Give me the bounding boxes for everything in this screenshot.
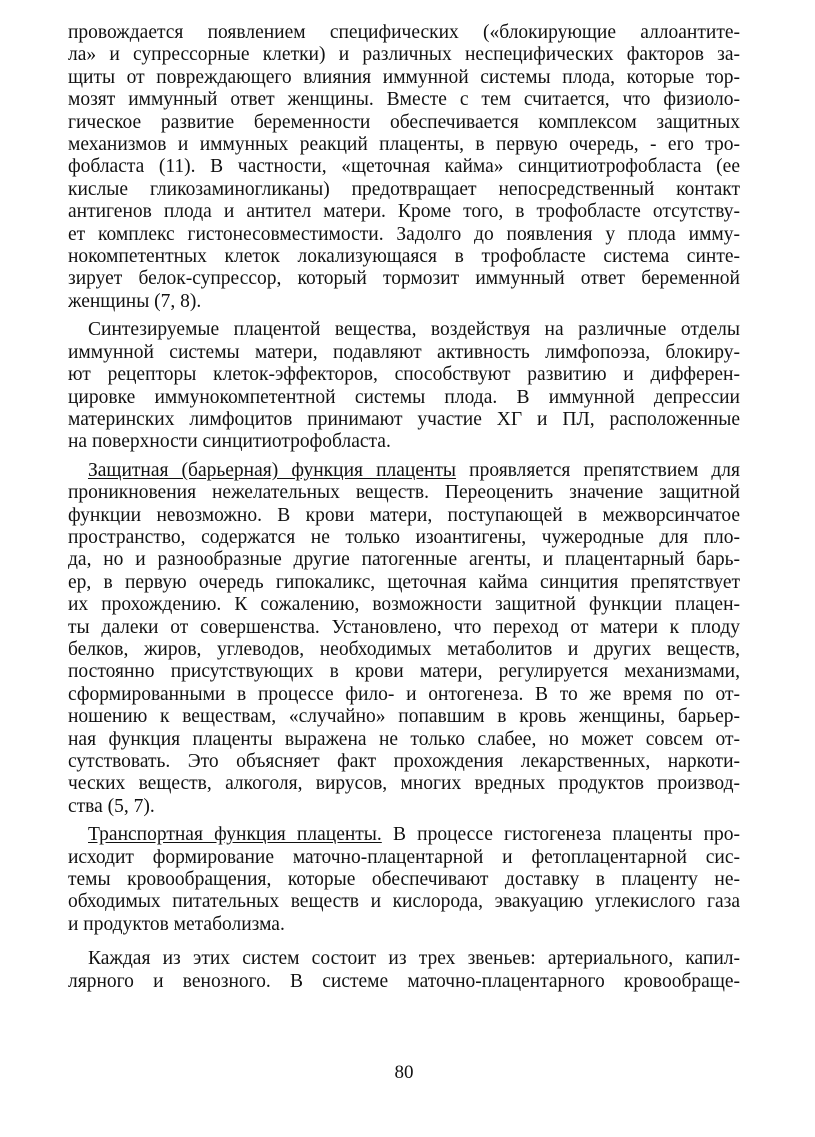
text-line: постоянно присутствующих в крови матери, регулируется механизмами, (68, 661, 740, 683)
text-line: ношению к веществам, «случайно» попавшим в кровь женщины, барьер- (68, 706, 740, 728)
text-line: на поверхности синцитиотрофобласта. (68, 431, 391, 453)
text-line: ла» и супрессорные клетки) и различных неспецифических факторов за- (68, 44, 740, 66)
text-line: ческих веществ, алкоголя, вирусов, многих вредных продуктов производ- (68, 773, 740, 795)
heading-continuation: В процессе гистогенеза плаценты про- (381, 824, 740, 846)
text-line: антигенов плода и антител матери. Кроме того, в трофобласте отсутству- (68, 201, 740, 223)
text-line: ет комплекс гистонесовместимости. Задолго до появления у плода имму- (68, 223, 740, 245)
text-line: механизмов и иммунных реакций плаценты, в первую очередь, - его тро- (68, 134, 740, 156)
text-line: сутствовать. Это объясняет факт прохождения лекарственных, наркоти- (68, 751, 740, 772)
text-line: темы кровообращения, которые обеспечивают доставку в плаценту не- (68, 869, 740, 891)
heading-continuation: проявляется препятствием для (456, 459, 740, 481)
text-line (68, 460, 740, 482)
text-line: зирует белок-супрессор, который тормозит иммунный ответ беременной (68, 268, 740, 290)
text-line: ют рецепторы клеток-эффекторов, способствуют развитию и дифферен- (68, 364, 740, 386)
text-line: ер, в первую очередь гипокаликс, щеточная кайма синцития препятствует (68, 571, 740, 593)
page-number: 80 (394, 1062, 414, 1083)
text-line: нокомпетентных клеток локализующаяся в трофобласте система синте- (68, 246, 740, 268)
paragraph-barrier-function (68, 460, 740, 819)
text-line: да, но и разнообразные другие патогенные агенты, и плацентарный барь- (68, 549, 740, 571)
text-line: исходит формирование маточно-плацентарной и фетоплацентарной сис- (68, 846, 740, 868)
text-line: функции невозможно. В крови матери, поступающей в межворсинчатое (68, 504, 740, 526)
text-line: женщины (7, 8). (68, 290, 202, 312)
text-line: сформированными в процессе фило- и онтогенеза. В то же время по от- (68, 683, 740, 705)
section-heading-transport: Транспортная функция плаценты. (88, 824, 382, 846)
text-line: лярного и венозного. В системе маточно-плацентарного кровообраще- (68, 970, 740, 992)
text-line: проникновения нежелательных веществ. Переоценить значение защитной (68, 482, 740, 504)
text-line: пространство, содержатся не только изоантигены, чужеродные для пло- (68, 526, 740, 548)
text-line: обходимых питательных веществ и кислорода, эвакуацию углекислого газа (68, 891, 740, 913)
section-heading-barrier: Защитная (барьерная) функция плаценты (88, 459, 457, 481)
paragraph-transport-function (68, 824, 740, 936)
text-line: ная функция плаценты выражена не только слабее, но может совсем от- (68, 728, 740, 750)
text-line: Каждая из этих систем состоит из трех звеньев: артериального, капил- (88, 948, 740, 970)
text-line: фобласта (11). В частности, «щеточная кайма» синцитиотрофобласта (ее (68, 156, 740, 178)
text-line (68, 824, 740, 846)
paragraph-immune-protection (68, 22, 740, 313)
text-line: цировке иммунокомпетентной системы плода. В иммунной депрессии (68, 386, 740, 408)
text-line: кислые гликозаминогликаны) предотвращает непосредственный контакт (68, 178, 740, 200)
paragraph-circulation-systems (68, 948, 740, 993)
document-page (68, 22, 740, 1112)
text-line: белков, жиров, углеводов, необходимых метаболитов и других веществ, (68, 638, 740, 660)
text-line: ства (5, 7). (68, 795, 155, 817)
text-line: провождается появлением специфических («блокирующие аллоантите- (68, 22, 740, 43)
text-line: и продуктов метаболизма. (68, 913, 285, 935)
text-line: материнских лимфоцитов принимают участие ХГ и ПЛ, расположенные (68, 408, 740, 430)
paragraph-placental-substances (68, 319, 740, 453)
text-line: ты далеки от совершенства. Установлено, что переход от матери к плоду (68, 616, 740, 638)
text-line: иммунной системы матери, подавляют активность лимфопоэза, блокиру- (68, 341, 740, 363)
text-line: мозят иммунный ответ женщины. Вместе с тем считается, что физиоло- (68, 89, 740, 111)
text-line: Синтезируемые плацентой вещества, воздействуя на различные отделы (88, 319, 740, 341)
text-line: гическое развитие беременности обеспечивается комплексом защитных (68, 111, 740, 133)
text-line: щиты от повреждающего влияния иммунной системы плода, которые тор- (68, 66, 740, 88)
text-line: их прохождению. К сожалению, возможности защитной функции плацен- (68, 594, 740, 616)
